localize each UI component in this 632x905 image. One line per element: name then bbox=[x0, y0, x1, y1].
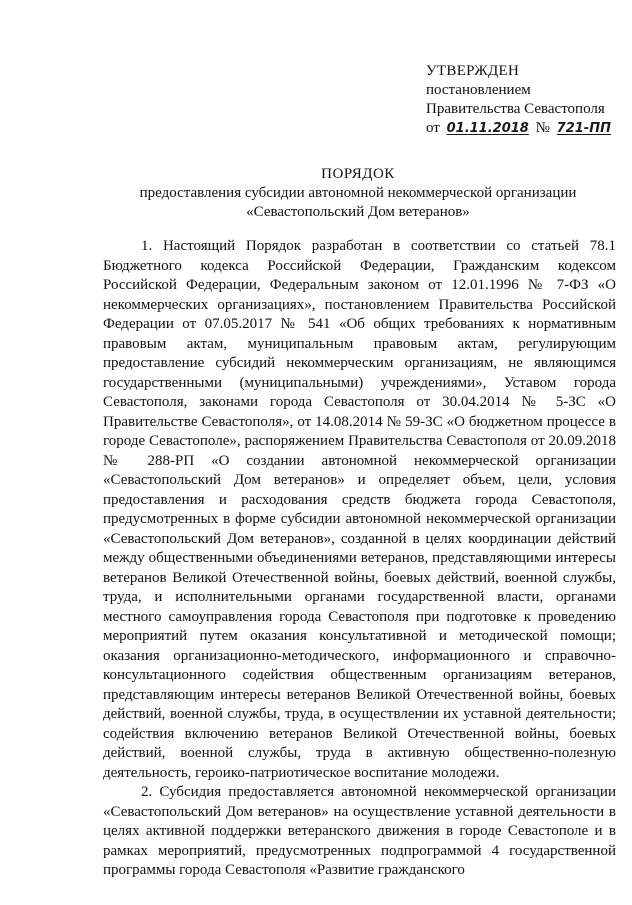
approval-from-label: от bbox=[426, 120, 440, 136]
document-title: ПОРЯДОК bbox=[321, 166, 395, 182]
approval-number-label: № bbox=[535, 120, 550, 136]
document-subtitle-line-1: предоставления субсидии автономной некоммерческой организации bbox=[139, 185, 577, 201]
approval-line-resolution: постановлением bbox=[426, 82, 531, 98]
document-subtitle-line-2: «Севастопольский Дом ветеранов» bbox=[246, 204, 470, 220]
approval-number: 721-ПП bbox=[556, 121, 611, 136]
document-heading bbox=[100, 165, 616, 222]
approval-date-line bbox=[426, 119, 616, 138]
approval-stamp bbox=[426, 62, 616, 138]
approval-date: 01.11.2018 bbox=[446, 121, 529, 136]
paragraph-2: 2. Субсидия предоставляется автономной некоммерческой организации «Севастопольский Дом ветеранов» на осуществление уставной деятельности в целях активной поддержки ветеранского движения в городе Севастополе и в рамках мероприятий, предусмотренных подпрограммой 4 государственной программы города Севастополя «Развитие гражданского bbox=[103, 784, 616, 878]
approval-title: УТВЕРЖДЕН bbox=[426, 63, 520, 79]
document-body bbox=[103, 237, 616, 881]
approval-line-government: Правительства Севастополя bbox=[426, 101, 605, 117]
paragraph-1: 1. Настоящий Порядок разработан в соответствии со статьей 78.1 Бюджетного кодекса Российской Федерации, Гражданским кодексом Российской Федерации, Федеральным законом от 12.01.1996 № 7-ФЗ «О некоммерческих организациях», постановлением Правительства Российской Федерации от 07.05.2017 № 541 «Об общих требованиях к нормативным правовым актам, муниципальным правовым актам, регулирующим предоставление субсидий некоммерческим организациям, не являющимся государственными (муниципальными) учреждениями», Уставом города Севастополя, законами города Севастополя от 30.04.2014 № 5-ЗС «О Правительстве Севастополя», от 14.08.2014 № 59-ЗС «О бюджетном процессе в городе Севастополе», распоряжением Правительства Севастополя от 20.09.2018 № 288-РП «О создании автономной некоммерческой организации «Севастопольский Дом ветеранов» и определяет объем, цели, условия предоставления и расходования средств бюджета города Севастополя, предусмотренных в форме субсидии автономной некоммерческой организации «Севастопольский Дом ветеранов», созданной в целях координации действий между общественными объединениями ветеранов, представляющими интересы ветеранов Великой Отечественной войны, боевых действий, военной службы, труда, и исполнительными органами государственной власти, органами местного самоуправления города Севастополя при подготовке к проведению мероприятий путем оказания консультативной и методической помощи; оказания организационно-методического, информационного и справочно-консультационного содействия общественным организациям ветеранов, представляющим интересы ветеранов Великой Отечественной войны, боевых действий, военной службы, труда, в осуществлении их уставной деятельности; содействия включению ветеранов Великой Отечественной войны, боевых действий, военной службы, труда в активную общественно-полезную деятельность, героико-патриотическое воспитание молодежи. bbox=[103, 238, 616, 781]
